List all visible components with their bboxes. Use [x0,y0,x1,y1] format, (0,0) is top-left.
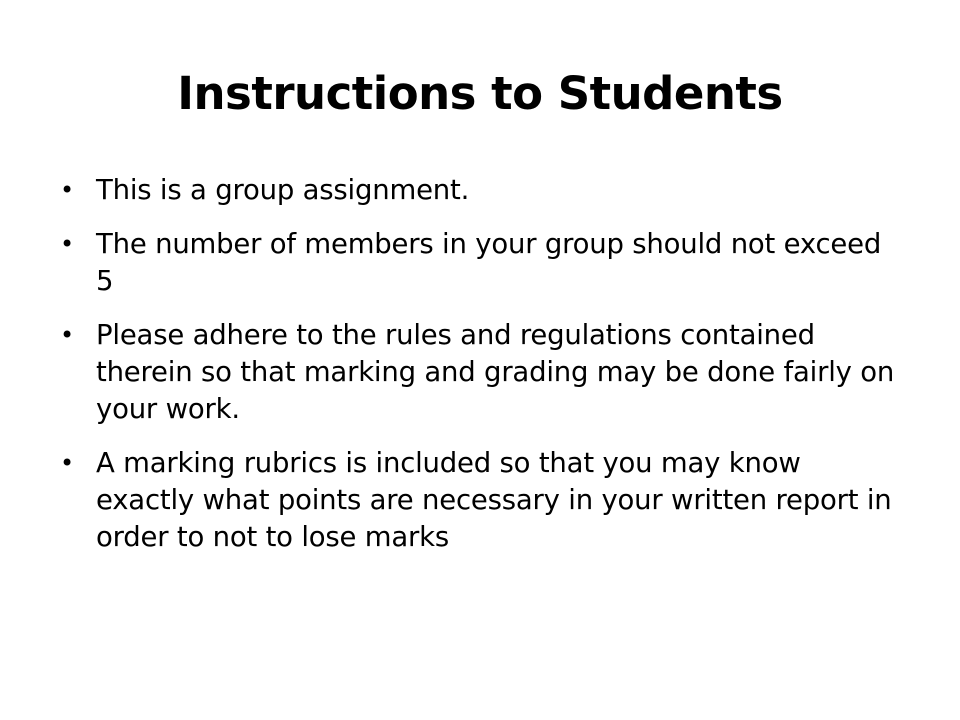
list-item [60,445,900,556]
slide-title: Instructions to Students [177,67,783,120]
list-item-text: A marking rubrics is included so that you may know exactly what points are necessary in your written report in order to not to lose marks [96,447,892,553]
list-item-text: Please adhere to the rules and regulations contained therein so that marking and grading may be done fairly on your work. [96,319,895,425]
bullet-icon: • [60,321,74,349]
list-item-text: This is a group assignment. [96,174,470,206]
list-item [60,317,900,428]
bullet-icon: • [60,230,74,258]
list-item-text: The number of members in your group should not exceed 5 [96,228,882,297]
list-item [60,172,900,209]
bullet-icon: • [60,176,74,204]
bullet-icon: • [60,449,74,477]
bullet-list [60,172,900,573]
list-item [60,226,900,300]
